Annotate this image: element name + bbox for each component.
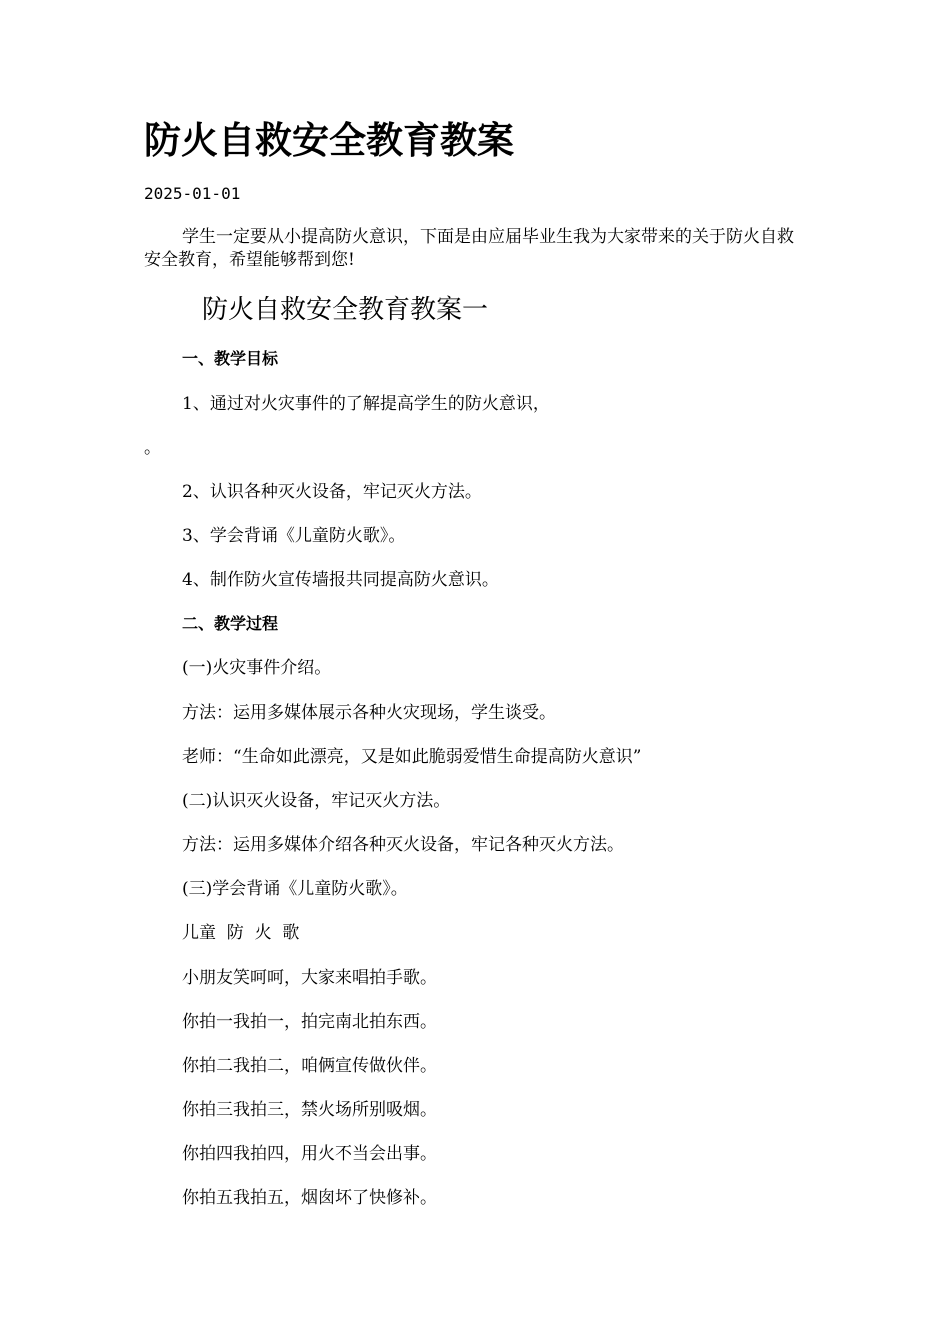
section-heading-goals: 一、教学目标 — [182, 349, 279, 368]
song-title: 儿童 防 火 歌 — [182, 923, 300, 943]
section-heading-process: 二、教学过程 — [182, 614, 279, 633]
teacher-quote: 老师：“生命如此漂亮，又是如此脆弱爱惜生命提高防火意识” — [182, 747, 642, 767]
lesson-subtitle: 防火自救安全教育教案一 — [202, 295, 489, 325]
intro-paragraph: 学生一定要从小提高防火意识，下面是由应届毕业生我为大家带来的关于防火自救安全教育，希望能够帮到您! — [144, 227, 794, 270]
goal-item-2: 2、认识各种灭火设备，牢记灭火方法。 — [182, 482, 482, 502]
song-line: 你拍一我拍一，拍完南北拍东西。 — [182, 1012, 437, 1032]
song-line: 你拍三我拍三，禁火场所别吸烟。 — [182, 1100, 437, 1120]
song-line: 你拍五我拍五，烟囱坏了快修补。 — [182, 1188, 437, 1208]
process-method-2: 方法：运用多媒体介绍各种灭火设备，牢记各种灭火方法。 — [182, 835, 624, 855]
process-step-1: (一)火灾事件介绍。 — [182, 658, 332, 678]
process-step-2: (二)认识灭火设备，牢记灭火方法。 — [182, 791, 451, 811]
process-step-3: (三)学会背诵《儿童防火歌》。 — [182, 879, 408, 899]
song-line: 你拍二我拍二，咱俩宣传做伙伴。 — [182, 1056, 437, 1076]
document-title: 防火自救安全教育教案 — [144, 119, 514, 162]
goal-item-1: 1、通过对火灾事件的了解提高学生的防火意识， — [182, 394, 550, 414]
goal-item-3: 3、学会背诵《儿童防火歌》。 — [182, 526, 406, 546]
goal-item-1-tail: 。 — [144, 438, 161, 458]
song-line: 你拍四我拍四，用火不当会出事。 — [182, 1144, 437, 1164]
goal-item-4: 4、制作防火宣传墙报共同提高防火意识。 — [182, 570, 499, 590]
process-method-1: 方法：运用多媒体展示各种火灾现场，学生谈受。 — [182, 703, 556, 723]
song-line: 小朋友笑呵呵，大家来唱拍手歌。 — [182, 968, 437, 988]
document-date: 2025-01-01 — [144, 184, 241, 203]
